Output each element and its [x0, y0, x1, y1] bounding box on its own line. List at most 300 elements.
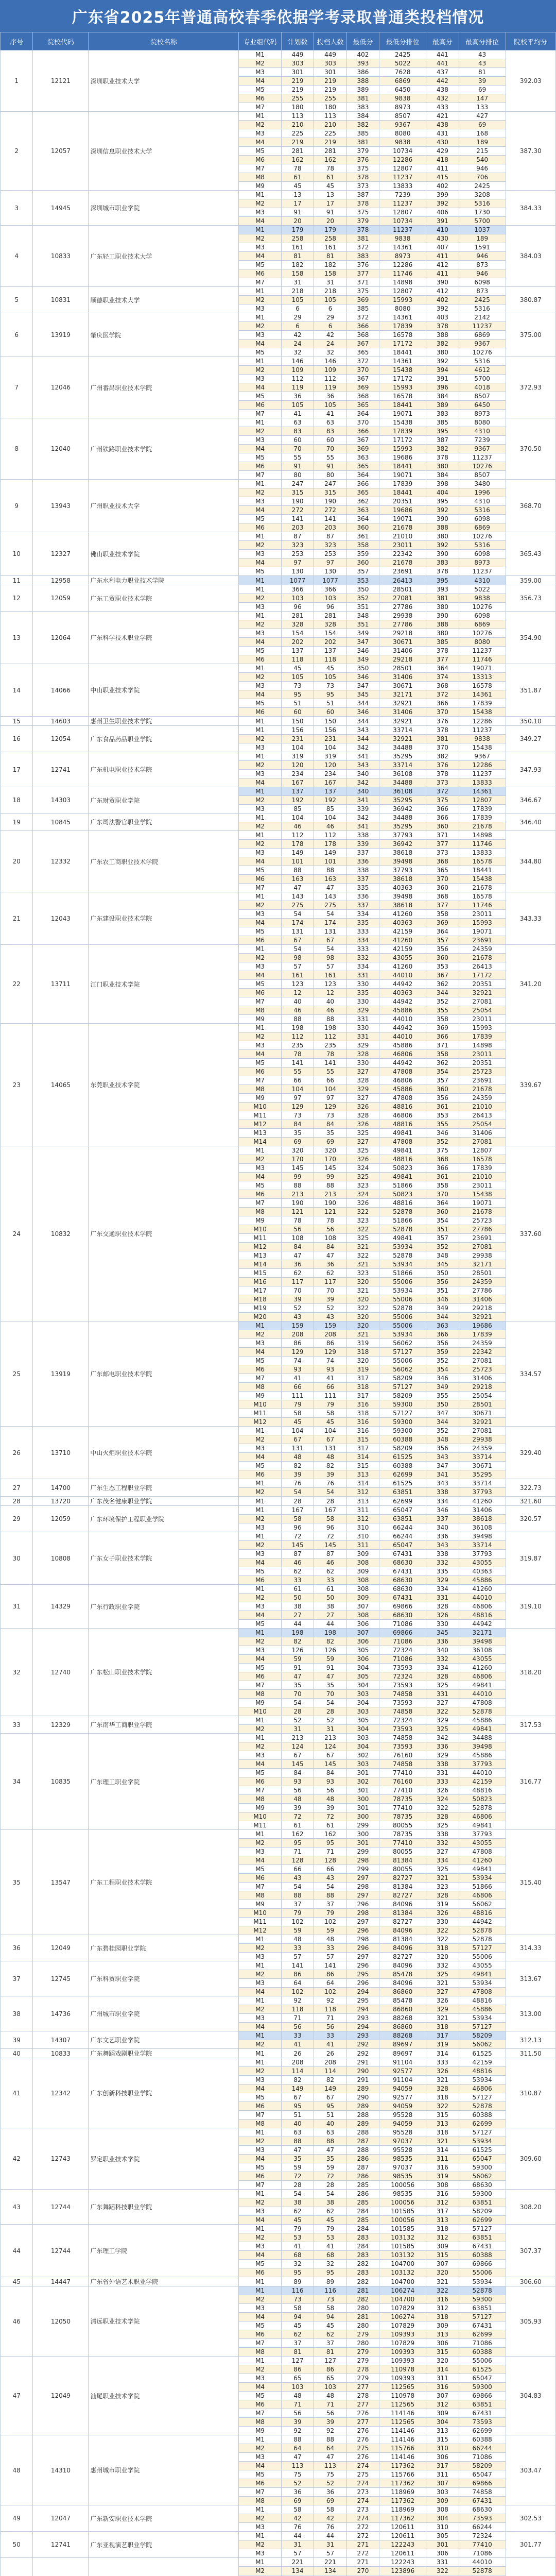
min-score: 279	[346, 2330, 379, 2339]
max-score: 357	[426, 936, 459, 945]
plan-count: 84	[281, 1769, 314, 1777]
min-rank: 29218	[379, 655, 426, 664]
min-score: 341	[346, 822, 379, 831]
admit-count: 6	[314, 322, 346, 331]
min-score: 402	[346, 50, 379, 59]
min-rank: 73593	[379, 1699, 426, 1707]
group-code: M3	[239, 770, 282, 778]
min-rank: 50823	[379, 1190, 426, 1199]
max-rank: 37793	[459, 1488, 506, 1497]
min-score: 276	[346, 2409, 379, 2418]
admit-count: 145	[314, 1541, 346, 1550]
min-score: 309	[346, 1550, 379, 1558]
min-score: 347	[346, 682, 379, 690]
min-score: 370	[346, 418, 379, 427]
min-score: 319	[346, 1365, 379, 1374]
min-score: 322	[346, 1251, 379, 1260]
plan-count: 31	[281, 1725, 314, 1734]
group-code: M4	[239, 1453, 282, 1462]
max-rank: 25723	[459, 1365, 506, 1374]
min-score: 382	[346, 121, 379, 129]
plan-count: 79	[281, 1909, 314, 1918]
admit-count: 76	[314, 1479, 346, 1488]
max-score: 366	[426, 805, 459, 814]
min-rank: 27786	[379, 620, 426, 629]
plan-count: 129	[281, 1103, 314, 1111]
max-score: 363	[426, 1321, 459, 1330]
school-avg: 305.93	[506, 2286, 555, 2357]
max-rank: 17839	[459, 814, 506, 822]
min-score: 334	[346, 936, 379, 945]
max-rank: 23011	[459, 910, 506, 919]
min-score: 338	[346, 866, 379, 875]
min-score: 281	[346, 2286, 379, 2295]
group-code: M7	[239, 1786, 282, 1795]
table-row	[1, 1321, 556, 1330]
min-rank: 80055	[379, 1848, 426, 1856]
min-score: 289	[346, 2102, 379, 2111]
max-score: 411	[426, 164, 459, 173]
max-rank: 9838	[459, 735, 506, 743]
max-score: 332	[426, 1961, 459, 1970]
min-score: 316	[346, 1400, 379, 1409]
table-row	[1, 2190, 556, 2198]
max-rank: 48816	[459, 1909, 506, 1918]
min-score: 275	[346, 2470, 379, 2479]
min-rank: 53934	[379, 1286, 426, 1295]
min-rank: 55006	[379, 1321, 426, 1330]
min-score: 304	[346, 1664, 379, 1672]
max-score: 392	[426, 541, 459, 550]
plan-count: 108	[281, 1234, 314, 1243]
admit-count: 44	[314, 1620, 346, 1629]
plan-count: 58	[281, 1409, 314, 1418]
school-name: 广东工贸职业技术学院	[89, 585, 239, 612]
min-score: 318	[346, 1348, 379, 1357]
school-code: 14303	[33, 787, 89, 814]
admit-count: 145	[314, 1164, 346, 1173]
max-score: 369	[426, 919, 459, 927]
min-rank: 73593	[379, 1725, 426, 1734]
max-score: 322	[426, 1707, 459, 1716]
group-code: M1	[239, 1506, 282, 1515]
group-code: M10	[239, 1103, 282, 1111]
group-code: M8	[239, 2497, 282, 2505]
max-rank: 27786	[459, 1286, 506, 1295]
plan-count: 178	[281, 840, 314, 849]
min-rank: 56062	[379, 1339, 426, 1348]
school-name: 清远职业技术学院	[89, 2286, 239, 2357]
plan-count: 52	[281, 1716, 314, 1725]
min-rank: 46806	[379, 1076, 426, 1085]
max-score: 365	[426, 866, 459, 875]
max-rank: 67431	[459, 2497, 506, 2505]
admit-count: 62	[314, 1269, 346, 1278]
school-code: 12049	[33, 1935, 89, 1961]
min-rank: 80055	[379, 1821, 426, 1830]
admit-count: 91	[314, 1664, 346, 1672]
max-score: 392	[426, 304, 459, 313]
group-code: M7	[239, 1076, 282, 1085]
min-rank: 73593	[379, 1742, 426, 1751]
min-rank: 50823	[379, 1164, 426, 1173]
max-rank: 81	[459, 68, 506, 77]
max-score: 430	[426, 138, 459, 147]
min-rank: 77410	[379, 1839, 426, 1848]
max-score: 359	[426, 1348, 459, 1357]
group-code: M3	[239, 1164, 282, 1173]
min-rank: 55006	[379, 1278, 426, 1286]
min-rank: 42159	[379, 927, 426, 936]
min-rank: 76160	[379, 1751, 426, 1760]
group-code: M2	[239, 427, 282, 436]
group-code: M6	[239, 875, 282, 884]
admit-count: 103	[314, 594, 346, 603]
max-rank: 48816	[459, 2067, 506, 2076]
school-no: 46	[1, 2286, 33, 2357]
plan-count: 97	[281, 558, 314, 567]
max-score: 441	[426, 59, 459, 68]
max-score: 315	[426, 2251, 459, 2260]
min-rank: 101585	[379, 2225, 426, 2233]
max-score: 349	[426, 1304, 459, 1313]
table-row	[1, 831, 556, 840]
max-score: 366	[426, 814, 459, 822]
admit-count: 88	[314, 1181, 346, 1190]
min-rank: 62699	[379, 1497, 426, 1506]
min-score: 326	[346, 1120, 379, 1129]
school-code: 12329	[33, 1716, 89, 1734]
min-score: 376	[346, 156, 379, 164]
group-code: M7	[239, 2409, 282, 2418]
max-score: 325	[426, 1865, 459, 1874]
min-score: 325	[346, 1234, 379, 1243]
min-score: 327	[346, 1138, 379, 1146]
min-score: 325	[346, 1173, 379, 1181]
group-code: M2	[239, 2444, 282, 2453]
plan-count: 52	[281, 2479, 314, 2488]
max-rank: 15993	[459, 1024, 506, 1032]
group-code: M11	[239, 1918, 282, 1926]
table-body	[1, 50, 556, 2576]
max-rank: 17839	[459, 1164, 506, 1173]
min-score: 276	[346, 2427, 379, 2435]
max-rank: 57127	[459, 2128, 506, 2137]
plan-count: 82	[281, 1637, 314, 1646]
group-code: M5	[239, 1181, 282, 1190]
min-rank: 85478	[379, 1970, 426, 1979]
plan-count: 163	[281, 875, 314, 884]
max-score: 326	[426, 1996, 459, 2005]
min-score: 291	[346, 2058, 379, 2067]
max-score: 368	[426, 857, 459, 866]
max-rank: 8973	[459, 558, 506, 567]
admit-count: 58	[314, 1409, 346, 1418]
admit-count: 272	[314, 506, 346, 515]
max-rank: 24359	[459, 945, 506, 954]
plan-count: 146	[281, 357, 314, 366]
max-rank: 27081	[459, 1138, 506, 1146]
admit-count: 126	[314, 1646, 346, 1655]
admit-count: 366	[314, 585, 346, 594]
min-rank: 35295	[379, 752, 426, 761]
max-rank: 4018	[459, 383, 506, 392]
school-avg: 319.87	[506, 1532, 555, 1585]
admit-count: 52	[314, 1716, 346, 1725]
plan-count: 95	[281, 2102, 314, 2111]
school-code: 12744	[33, 2190, 89, 2225]
admit-count: 41	[314, 1374, 346, 1383]
max-score: 382	[426, 340, 459, 348]
min-score: 312	[346, 1515, 379, 1523]
min-rank: 41260	[379, 936, 426, 945]
min-rank: 67431	[379, 1594, 426, 1602]
min-score: 308	[346, 1576, 379, 1585]
plan-count: 43	[281, 1313, 314, 1321]
plan-count: 105	[281, 296, 314, 304]
admit-count: 73	[314, 682, 346, 690]
min-rank: 62699	[379, 1470, 426, 1479]
max-rank: 16578	[459, 682, 506, 690]
max-score: 344	[426, 989, 459, 997]
min-rank: 32171	[379, 690, 426, 699]
min-rank: 40363	[379, 919, 426, 927]
group-code: M3	[239, 682, 282, 690]
min-rank: 47808	[379, 1138, 426, 1146]
max-rank: 71086	[459, 2453, 506, 2462]
max-rank: 71086	[459, 2339, 506, 2348]
max-rank: 43	[459, 59, 506, 68]
min-rank: 73593	[379, 1664, 426, 1672]
max-rank: 34488	[459, 1734, 506, 1742]
group-code: M3	[239, 550, 282, 558]
min-score: 329	[346, 1006, 379, 1015]
min-score: 274	[346, 2514, 379, 2523]
school-no: 14	[1, 664, 33, 717]
max-rank: 39498	[459, 1742, 506, 1751]
max-rank: 43055	[459, 1961, 506, 1970]
school-name: 广东松山职业技术学院	[89, 1629, 239, 1716]
max-rank: 39498	[459, 1532, 506, 1541]
school-code: 12744	[33, 2225, 89, 2277]
admit-count: 76	[314, 2523, 346, 2532]
admit-count: 97	[314, 558, 346, 567]
min-score: 372	[346, 243, 379, 252]
admit-count: 146	[314, 357, 346, 366]
group-code: M3	[239, 1848, 282, 1856]
max-score: 377	[426, 655, 459, 664]
admit-count: 28	[314, 1707, 346, 1716]
min-score: 353	[346, 576, 379, 585]
max-score: 307	[426, 2260, 459, 2268]
plan-count: 137	[281, 647, 314, 655]
min-rank: 19071	[379, 471, 426, 480]
min-score: 334	[346, 910, 379, 919]
max-score: 378	[426, 647, 459, 655]
admit-count: 32	[314, 2260, 346, 2268]
group-code: M2	[239, 620, 282, 629]
plan-count: 45	[281, 2321, 314, 2330]
max-score: 388	[426, 620, 459, 629]
max-score: 334	[426, 1497, 459, 1506]
max-rank: 37793	[459, 1830, 506, 1839]
group-code: M4	[239, 2251, 282, 2260]
school-no: 33	[1, 1716, 33, 1734]
group-code: M9	[239, 182, 282, 191]
max-score: 329	[426, 1751, 459, 1760]
table-row	[1, 726, 556, 735]
min-score: 381	[346, 138, 379, 147]
admit-count: 36	[314, 2488, 346, 2497]
min-rank: 107829	[379, 2321, 426, 2330]
admit-count: 52	[314, 2479, 346, 2488]
plan-count: 92	[281, 1996, 314, 2005]
min-rank: 91104	[379, 2058, 426, 2067]
max-score: 383	[426, 558, 459, 567]
plan-count: 127	[281, 2357, 314, 2365]
max-rank: 15438	[459, 708, 506, 717]
max-rank: 29938	[459, 1435, 506, 1444]
min-score: 333	[346, 945, 379, 954]
min-score: 281	[346, 2313, 379, 2321]
admit-count: 56	[314, 2023, 346, 2031]
school-no: 50	[1, 2532, 33, 2558]
table-row	[1, 50, 556, 59]
group-code: M7	[239, 103, 282, 112]
group-code: M1	[239, 2031, 282, 2040]
group-code: M6	[239, 1470, 282, 1479]
school-avg: 347.93	[506, 752, 555, 787]
max-score: 320	[426, 2268, 459, 2277]
group-code: M4	[239, 857, 282, 866]
max-rank: 25723	[459, 1216, 506, 1225]
min-rank: 17172	[379, 375, 426, 383]
group-code: M4	[239, 558, 282, 567]
plan-count: 167	[281, 778, 314, 787]
table-row	[1, 1497, 556, 1506]
max-rank: 46806	[459, 2084, 506, 2093]
group-code: M2	[239, 1435, 282, 1444]
max-rank: 39498	[459, 1637, 506, 1646]
group-code: M6	[239, 2102, 282, 2111]
min-rank: 36108	[379, 770, 426, 778]
min-score: 296	[346, 1926, 379, 1935]
school-no: 28	[1, 1497, 33, 1506]
admit-count: 113	[314, 112, 346, 121]
min-score: 277	[346, 2418, 379, 2427]
admit-count: 281	[314, 612, 346, 620]
min-score: 301	[346, 1786, 379, 1795]
max-score: 380	[426, 603, 459, 612]
min-rank: 34488	[379, 778, 426, 787]
admit-count: 131	[314, 927, 346, 936]
admit-count: 62	[314, 2330, 346, 2339]
min-rank: 81384	[379, 1909, 426, 1918]
max-score: 327	[426, 1699, 459, 1707]
min-rank: 32921	[379, 735, 426, 743]
admit-count: 79	[314, 2225, 346, 2233]
plan-count: 111	[281, 1392, 314, 1400]
min-rank: 10734	[379, 217, 426, 226]
min-rank: 110978	[379, 2392, 426, 2400]
plan-count: 85	[281, 805, 314, 814]
max-rank: 21678	[459, 954, 506, 962]
plan-count: 6	[281, 322, 314, 331]
school-avg: 329.40	[506, 1427, 555, 1479]
admit-count: 127	[314, 2357, 346, 2365]
max-score: 345	[426, 1260, 459, 1269]
max-rank: 15993	[459, 919, 506, 927]
header-avg: 院校平均分	[506, 32, 555, 50]
group-code: M4	[239, 217, 282, 226]
max-rank: 11237	[459, 567, 506, 576]
school-name: 罗定职业技术学院	[89, 2128, 239, 2190]
plan-count: 149	[281, 2084, 314, 2093]
school-name: 广东亚视演艺职业学院	[89, 2532, 239, 2558]
plan-count: 253	[281, 550, 314, 558]
max-score: 336	[426, 1532, 459, 1541]
plan-count: 40	[281, 2120, 314, 2128]
max-score: 309	[426, 2321, 459, 2330]
school-code: 12050	[33, 2286, 89, 2357]
min-rank: 52878	[379, 1304, 426, 1313]
max-rank: 69866	[459, 2392, 506, 2400]
max-score: 357	[426, 1076, 459, 1085]
max-rank: 9838	[459, 594, 506, 603]
max-rank: 42159	[459, 1777, 506, 1786]
max-score: 355	[426, 1120, 459, 1129]
max-rank: 21678	[459, 822, 506, 831]
admit-count: 65	[314, 2374, 346, 2383]
plan-count: 141	[281, 515, 314, 523]
group-code: M3	[239, 910, 282, 919]
min-rank: 89697	[379, 2040, 426, 2049]
max-score: 360	[426, 954, 459, 962]
group-code: M6	[239, 1576, 282, 1585]
school-avg: 387.30	[506, 112, 555, 191]
table-row	[1, 112, 556, 121]
school-name: 广东新安职业技术学院	[89, 2505, 239, 2532]
group-code: M1	[239, 1961, 282, 1970]
admit-count: 167	[314, 1506, 346, 1515]
max-score: 320	[426, 2357, 459, 2365]
plan-count: 281	[281, 147, 314, 156]
group-code: M10	[239, 1707, 282, 1716]
max-rank: 7239	[459, 436, 506, 445]
max-score: 322	[426, 1804, 459, 1812]
min-score: 298	[346, 1883, 379, 1891]
school-name: 广东环境保护工程职业学院	[89, 1506, 239, 1532]
group-code: M1	[239, 2558, 282, 2567]
min-rank: 36942	[379, 805, 426, 814]
min-score: 286	[346, 2155, 379, 2163]
max-rank: 63851	[459, 2400, 506, 2409]
max-rank: 52878	[459, 1935, 506, 1944]
school-code: 10833	[33, 226, 89, 287]
min-score: 313	[346, 1470, 379, 1479]
admit-count: 104	[314, 1085, 346, 1094]
max-rank: 62699	[459, 2216, 506, 2225]
school-code: 12064	[33, 612, 89, 664]
admit-count: 20	[314, 217, 346, 226]
plan-count: 39	[281, 1470, 314, 1479]
table-row	[1, 2049, 556, 2058]
min-score: 320	[346, 1313, 379, 1321]
school-name: 广东碧桂园职业学院	[89, 1935, 239, 1961]
min-rank: 103132	[379, 2233, 426, 2242]
max-rank: 49841	[459, 1681, 506, 1690]
plan-count: 91	[281, 462, 314, 471]
